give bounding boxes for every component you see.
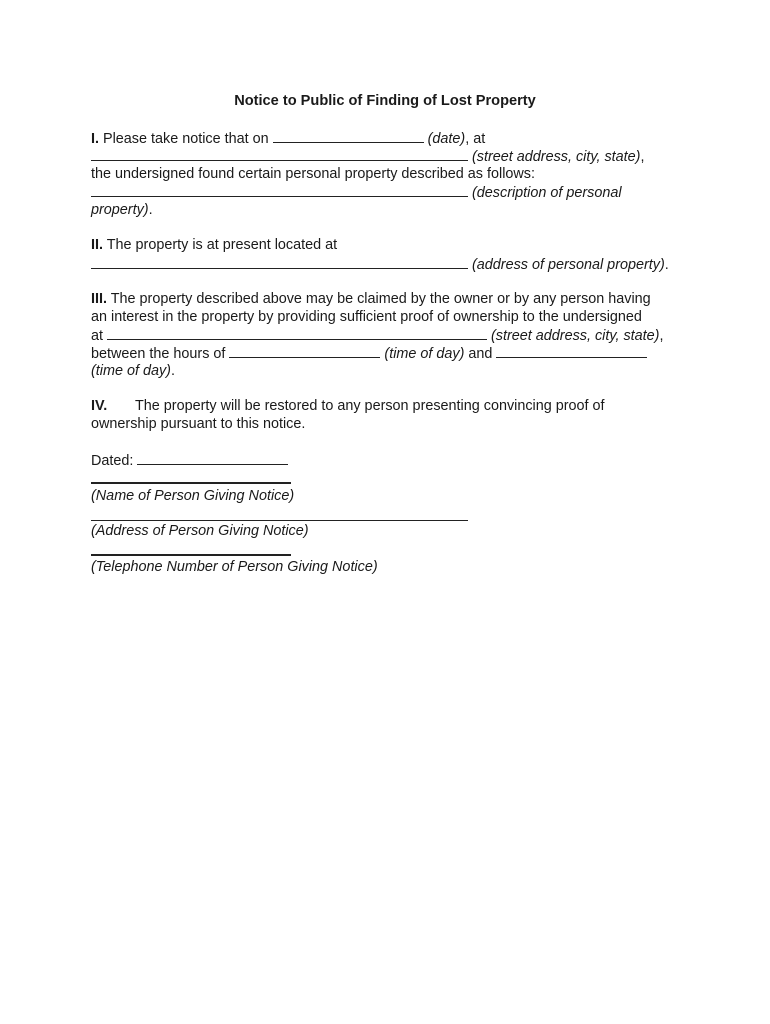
- address-signature-line[interactable]: [91, 520, 468, 521]
- end-time-hint: (time of day): [91, 363, 171, 379]
- section-1-comma: ,: [640, 149, 645, 165]
- dated-line: [91, 451, 288, 470]
- section-4-text-a: The property will be restored to any person presenting convincing proof of: [135, 398, 605, 414]
- section-3-period: .: [170, 363, 175, 379]
- phone-signature-line[interactable]: [91, 554, 291, 556]
- section-3-number: III.: [91, 291, 107, 307]
- phone-label: (Telephone Number of Person Giving Notice): [91, 559, 378, 575]
- start-time-blank[interactable]: [229, 344, 380, 358]
- section-1-line-4: [91, 183, 622, 202]
- section-3-text-a: The property described above may be claimed by the owner or by any person having: [107, 291, 651, 307]
- section-3-line-3: [91, 326, 663, 345]
- dated-label: Dated:: [91, 453, 138, 469]
- name-signature-line[interactable]: [91, 482, 291, 484]
- section-4-text-b: ownership pursuant to this notice.: [91, 416, 306, 432]
- section-2-line-1: [91, 236, 337, 254]
- end-time-blank[interactable]: [496, 344, 647, 358]
- section-1-text-a: Please take notice that on: [99, 131, 273, 147]
- section-3-line-4: [91, 344, 647, 363]
- section-1-line-5: [91, 201, 153, 219]
- property-address-blank[interactable]: [91, 255, 468, 269]
- description-hint-b: property): [91, 202, 149, 218]
- section-2-line-2: [91, 255, 669, 274]
- document-title: Notice to Public of Finding of Lost Property: [234, 93, 536, 109]
- section-2-period: .: [664, 257, 669, 273]
- section-3-text-hours: between the hours of: [91, 346, 230, 362]
- section-4-line-1: [91, 397, 605, 415]
- section-3-line-5: [91, 362, 175, 380]
- section-4-number: IV.: [91, 398, 108, 414]
- section-1-number: I.: [91, 131, 99, 147]
- address-label: (Address of Person Giving Notice): [91, 523, 309, 539]
- claim-address-hint: (street address, city, state): [487, 328, 660, 344]
- name-label: (Name of Person Giving Notice): [91, 488, 295, 504]
- street-address-hint: (street address, city, state): [468, 149, 641, 165]
- section-1-line-3: [91, 165, 535, 183]
- section-1-text-c: the undersigned found certain personal property described as follows:: [91, 166, 535, 182]
- section-3-text-at: at: [91, 328, 107, 344]
- claim-address-blank[interactable]: [107, 326, 487, 340]
- date-blank[interactable]: [273, 129, 424, 143]
- description-blank[interactable]: [91, 183, 468, 197]
- property-address-hint: (address of personal property): [468, 257, 665, 273]
- section-3-text-and: and: [464, 346, 497, 362]
- section-3-line-1: [91, 290, 651, 308]
- section-3-comma: ,: [659, 328, 664, 344]
- description-hint-a: (description of personal: [468, 185, 622, 201]
- section-1-period: .: [148, 202, 153, 218]
- date-hint: (date): [423, 131, 466, 147]
- section-1-text-b: , at: [465, 131, 486, 147]
- section-3-line-2: [91, 308, 642, 326]
- section-3-text-b: an interest in the property by providing sufficient proof of ownership to the undersigned: [91, 309, 642, 325]
- street-address-blank[interactable]: [91, 147, 468, 161]
- dated-blank[interactable]: [137, 451, 288, 465]
- section-4-line-2: [91, 415, 305, 433]
- section-1-line-2: [91, 147, 644, 166]
- section-2-number: II.: [91, 237, 103, 253]
- start-time-hint: (time of day): [380, 346, 465, 362]
- section-1-line-1: [91, 129, 485, 148]
- section-2-text-a: The property is at present located at: [103, 237, 338, 253]
